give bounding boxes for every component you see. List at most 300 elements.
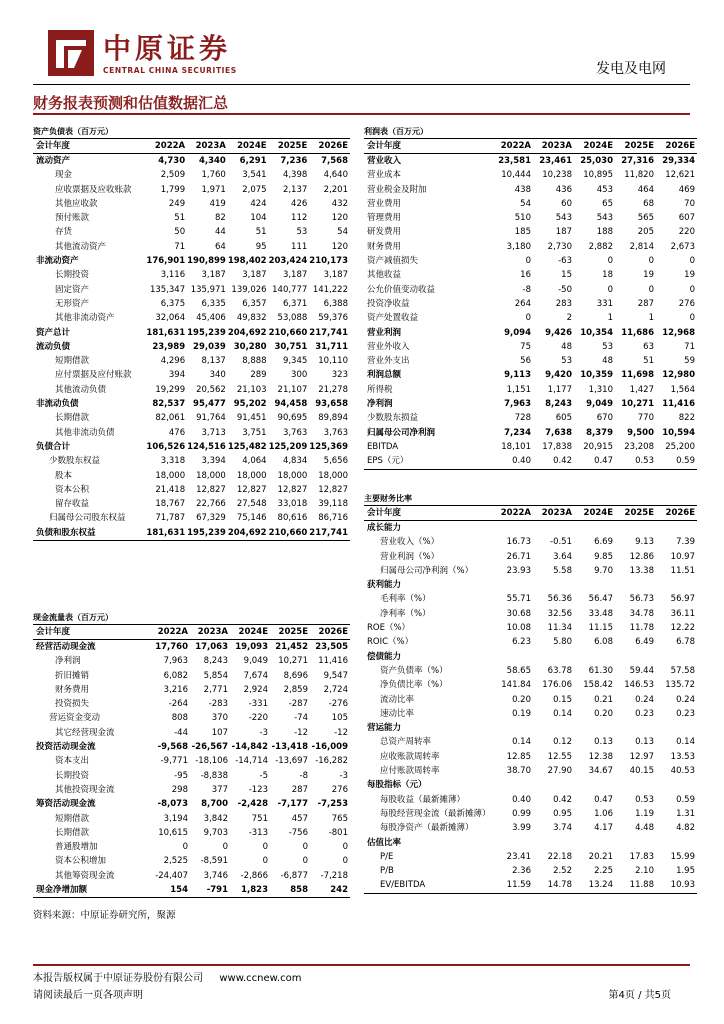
cell-value: -801 xyxy=(328,827,348,838)
cell-value xyxy=(615,650,656,664)
cell-value: 0 xyxy=(648,256,654,267)
cell-value: 12.97 xyxy=(629,751,654,762)
row-label: EBITDA xyxy=(367,441,399,452)
cell-value: 3.64 xyxy=(553,551,572,562)
cell-value: 510 xyxy=(514,213,531,224)
row-label: 负债合计 xyxy=(36,441,71,452)
table-row xyxy=(33,426,350,440)
table-bottom-rule xyxy=(364,893,697,894)
cell-value: 298 xyxy=(171,784,188,795)
cell-value: 3,187 xyxy=(242,270,267,281)
cell-value xyxy=(492,778,533,792)
table-row xyxy=(33,797,350,811)
cell-value: 2,730 xyxy=(547,241,572,252)
row-label: 投资活动现金流 xyxy=(36,742,96,753)
cell-value: 11.51 xyxy=(670,565,695,576)
table-row xyxy=(364,592,697,606)
cell-value: 181,631 xyxy=(146,527,186,538)
cell-value: 2,509 xyxy=(160,170,186,181)
cell-value: 0 xyxy=(689,313,695,324)
cell-value: 1,971 xyxy=(201,184,226,195)
cell-value: 10.93 xyxy=(670,880,695,891)
row-label: 每股净资产（最新摊薄） xyxy=(380,823,474,834)
cell-value: -12 xyxy=(334,727,348,738)
cell-value: 56.47 xyxy=(588,594,613,605)
footer-website-link[interactable]: www.ccnew.com xyxy=(219,973,302,984)
row-label: 其他收益 xyxy=(367,270,402,281)
row-label: 投资净收益 xyxy=(367,298,410,309)
cell-value: -18,106 xyxy=(195,756,228,767)
cell-value: 11,698 xyxy=(621,370,654,381)
cell-value: 107 xyxy=(211,727,228,738)
cell-value: 2,075 xyxy=(242,184,267,195)
cell-value: 18 xyxy=(602,270,613,281)
table-row xyxy=(33,754,350,768)
row-label: 普通股增加 xyxy=(55,842,98,853)
cell-value: 3,116 xyxy=(160,270,186,281)
row-label: 归属母公司净利润 xyxy=(367,427,436,438)
page-number: 第4页 / 共5页 xyxy=(608,990,671,1001)
row-label: 偿债能力 xyxy=(367,651,402,662)
header-divider xyxy=(33,84,690,85)
table-row xyxy=(33,883,350,897)
cell-value: 23,208 xyxy=(624,441,654,452)
table-row xyxy=(364,564,697,578)
column-header-year: 2026E xyxy=(656,506,697,521)
cell-value: 17,838 xyxy=(542,441,572,452)
row-label: 其他投资现金流 xyxy=(55,784,115,795)
table-row xyxy=(33,769,350,783)
cell-value: 3,541 xyxy=(242,170,267,181)
cell-value: 3,187 xyxy=(323,270,348,281)
cell-value: 2,882 xyxy=(588,241,613,252)
cell-value: 2,201 xyxy=(323,184,348,195)
cell-value: 3,194 xyxy=(163,813,188,824)
cell-value: 751 xyxy=(251,813,268,824)
cell-value: 139,026 xyxy=(231,284,267,295)
table-row xyxy=(33,640,350,655)
cell-value: 23,581 xyxy=(498,156,531,166)
table-row xyxy=(33,383,350,397)
table-row xyxy=(364,197,697,211)
cell-value: -313 xyxy=(248,827,268,838)
cell-value: 91,764 xyxy=(196,413,226,424)
cell-value: 770 xyxy=(637,413,654,424)
cell-value: 0.40 xyxy=(512,794,531,805)
table-title: 主要财务比率 xyxy=(364,494,412,503)
table-row xyxy=(364,550,697,564)
cell-value: 95,202 xyxy=(233,399,267,410)
cell-value: 331 xyxy=(596,298,613,309)
table-row xyxy=(364,268,697,282)
cell-value: 56 xyxy=(520,356,531,367)
row-label: 非流动资产 xyxy=(36,256,79,267)
cell-value: 264 xyxy=(514,298,531,309)
cell-value: 10,615 xyxy=(158,827,188,838)
cell-value: -331 xyxy=(248,699,268,710)
cell-value: 18,000 xyxy=(277,470,308,481)
cell-value: 1 xyxy=(607,313,613,324)
table-row xyxy=(33,654,350,668)
cell-value xyxy=(615,521,656,536)
cell-value: 63 xyxy=(643,341,654,352)
cell-value: 3,842 xyxy=(203,813,228,824)
row-label: 应付账款周转率 xyxy=(380,766,440,777)
cell-value: 0.53 xyxy=(635,456,654,467)
cell-value: 283 xyxy=(555,298,572,309)
cell-value: 210,173 xyxy=(309,256,348,267)
row-label: 净负债比率（%） xyxy=(380,680,448,691)
cell-value: 111 xyxy=(291,241,308,252)
cell-value: 20.21 xyxy=(588,851,613,862)
cell-value: 40.15 xyxy=(629,766,654,777)
row-label: 长期借款 xyxy=(55,413,90,424)
table-row xyxy=(33,168,350,182)
cell-value: 64 xyxy=(215,241,226,252)
table-row xyxy=(364,283,697,297)
row-label: 其他筹资现金流 xyxy=(55,870,115,881)
table-row xyxy=(364,354,697,368)
table-row xyxy=(33,183,350,197)
cell-value xyxy=(492,836,533,850)
cell-value: 29,334 xyxy=(662,156,695,166)
cell-value xyxy=(574,650,615,664)
cell-value: 12,827 xyxy=(277,484,308,495)
cell-value: 16.73 xyxy=(506,537,531,548)
column-header-year: 2022A xyxy=(146,139,187,154)
cell-value: 16 xyxy=(520,270,531,281)
table-row xyxy=(33,783,350,797)
cell-value: 11.78 xyxy=(629,623,654,634)
cell-value: 51 xyxy=(174,213,186,224)
cell-value xyxy=(533,721,574,735)
cell-value: 135.72 xyxy=(665,680,695,691)
cell-value: 15.99 xyxy=(670,851,695,862)
cell-value: 0 xyxy=(525,313,531,324)
cell-value: 3,180 xyxy=(506,241,531,252)
data-table xyxy=(33,139,350,540)
cell-value: 135,347 xyxy=(149,284,186,295)
column-header-label: 会计年度 xyxy=(33,625,150,640)
cell-value: 15 xyxy=(561,270,572,281)
cell-value: 3,746 xyxy=(203,870,228,881)
cell-value: -287 xyxy=(288,699,308,710)
cell-value: 60 xyxy=(561,198,572,209)
cell-value: 436 xyxy=(555,184,572,195)
cell-value: 18,000 xyxy=(318,470,348,481)
table-row xyxy=(364,621,697,635)
cell-value xyxy=(656,650,697,664)
cell-value: 71,787 xyxy=(155,513,186,524)
cell-value: -13,418 xyxy=(271,742,308,753)
table-row xyxy=(33,440,350,454)
cell-value xyxy=(574,521,615,536)
cell-value: 8,379 xyxy=(586,427,613,438)
table-row xyxy=(364,297,697,311)
table-row xyxy=(33,240,350,254)
cell-value: 71 xyxy=(684,341,695,352)
cell-value xyxy=(656,578,697,592)
cell-value: 2 xyxy=(566,313,572,324)
cell-value: 5.58 xyxy=(553,565,572,576)
cell-value: 0 xyxy=(342,842,348,853)
cell-value: 10.97 xyxy=(670,551,695,562)
cell-value: -7,177 xyxy=(277,799,308,810)
cell-value: -12 xyxy=(294,727,308,738)
cell-value: 53 xyxy=(561,356,572,367)
cell-value: 3.74 xyxy=(553,823,572,834)
cell-value: 30,280 xyxy=(233,341,267,352)
cell-value: 0 xyxy=(689,284,695,295)
table-row xyxy=(364,864,697,878)
cell-value: 125,369 xyxy=(309,441,348,452)
cell-value: 1,151 xyxy=(506,384,531,395)
column-header-year: 2026E xyxy=(309,139,350,154)
cell-value: 12,827 xyxy=(318,484,348,495)
table-row xyxy=(364,807,697,821)
cell-value: 453 xyxy=(596,184,613,195)
cell-value xyxy=(574,578,615,592)
cell-value: 82 xyxy=(215,213,226,224)
table-row xyxy=(33,740,350,754)
cell-value: 10,271 xyxy=(278,656,308,667)
cell-value: 154 xyxy=(170,885,188,896)
cell-value: 5,656 xyxy=(323,456,348,467)
cell-value: 61.30 xyxy=(588,665,613,676)
cell-value: 4.48 xyxy=(635,823,654,834)
cell-value: -16,009 xyxy=(311,742,348,753)
cell-value: 4.17 xyxy=(594,823,613,834)
table-bottom-rule xyxy=(33,540,350,541)
table-row xyxy=(364,521,697,536)
cell-value: 54 xyxy=(337,227,348,238)
cell-value: 9,420 xyxy=(545,370,572,381)
cell-value: 120 xyxy=(331,241,348,252)
cell-value: 56.36 xyxy=(547,594,572,605)
cell-value: 21,107 xyxy=(277,384,308,395)
cell-value: 49,832 xyxy=(236,313,267,324)
cell-value: 141,222 xyxy=(312,284,348,295)
cell-value: 23,461 xyxy=(539,156,572,166)
cell-value: 2,137 xyxy=(282,184,308,195)
cell-value: 90,695 xyxy=(277,413,308,424)
cell-value: 419 xyxy=(209,198,226,209)
cell-value: 3,751 xyxy=(242,427,267,438)
cell-value xyxy=(533,521,574,536)
cell-value: 203,424 xyxy=(268,256,308,267)
cell-value: 3.99 xyxy=(512,823,531,834)
cell-value: 249 xyxy=(168,198,186,209)
column-header-year: 2022A xyxy=(492,139,533,154)
cell-value: 10,110 xyxy=(318,356,348,367)
cell-value: 14.78 xyxy=(547,880,572,891)
cell-value: 1,177 xyxy=(547,384,572,395)
cell-value: 11.34 xyxy=(547,623,572,634)
cell-value: 19 xyxy=(643,270,654,281)
cell-value: 0 xyxy=(607,284,613,295)
cell-value: 125,482 xyxy=(227,441,267,452)
row-label: 无形资产 xyxy=(55,298,90,309)
row-label: 净利润 xyxy=(55,656,81,667)
cell-value: 125,209 xyxy=(268,441,308,452)
cell-value: 0 xyxy=(607,256,613,267)
cell-value: 2.25 xyxy=(594,866,613,877)
cell-value: 27,548 xyxy=(236,499,267,510)
row-label: 负债和股东权益 xyxy=(36,527,96,538)
cell-value: 0.23 xyxy=(635,708,654,719)
report-header xyxy=(0,0,724,90)
column-header-year: 2026E xyxy=(310,625,350,640)
table-row xyxy=(364,650,697,664)
cell-value: -8,073 xyxy=(157,799,188,810)
row-label: 长期投资 xyxy=(55,770,90,781)
cell-value: 176,901 xyxy=(146,256,186,267)
cell-value: 95,477 xyxy=(193,399,226,410)
cell-value: 39,118 xyxy=(318,499,348,510)
cell-value: 205 xyxy=(637,227,654,238)
cell-value: -14,714 xyxy=(235,756,268,767)
cell-value: 0 xyxy=(302,856,308,867)
cell-value: 89,894 xyxy=(318,413,348,424)
cell-value: 3,394 xyxy=(201,456,226,467)
table-row xyxy=(33,854,350,868)
table-row xyxy=(364,411,697,425)
cell-value: 822 xyxy=(678,413,695,424)
row-label: 其它经营现金流 xyxy=(55,727,115,738)
table-row xyxy=(33,283,350,297)
cell-value xyxy=(492,650,533,664)
cell-value: 140,777 xyxy=(272,284,308,295)
cell-value: 287 xyxy=(291,784,308,795)
cell-value: 543 xyxy=(555,213,572,224)
cell-value: 187 xyxy=(555,227,572,238)
cell-value: 50 xyxy=(174,227,186,238)
cell-value: 10,594 xyxy=(662,427,695,438)
cell-value: -0.51 xyxy=(550,537,572,548)
table-bottom-rule xyxy=(364,469,697,470)
cell-value: -5 xyxy=(259,770,268,781)
footer-divider xyxy=(33,964,690,966)
table-row xyxy=(364,440,697,454)
cell-value: 220 xyxy=(678,227,695,238)
cell-value: 22.18 xyxy=(547,851,572,862)
cell-value xyxy=(615,836,656,850)
cell-value: 12,968 xyxy=(662,327,695,338)
cell-value: 300 xyxy=(291,370,308,381)
cell-value: 25,200 xyxy=(665,441,695,452)
table-row xyxy=(33,826,350,840)
cell-value: 1,427 xyxy=(629,384,654,395)
cell-value: 80,616 xyxy=(277,513,308,524)
cell-value: 0 xyxy=(262,856,268,867)
cell-value: 12,827 xyxy=(236,484,267,495)
row-label: P/E xyxy=(380,851,394,862)
column-header-year: 2022A xyxy=(150,625,190,640)
cell-value: 4,730 xyxy=(158,156,186,166)
cell-value: 1,564 xyxy=(670,384,695,395)
cell-value: -2,866 xyxy=(240,870,268,881)
cell-value: 340 xyxy=(209,370,226,381)
table-header-row xyxy=(33,625,350,640)
cell-value: 2,525 xyxy=(163,856,188,867)
cell-value: 68 xyxy=(643,198,654,209)
cell-value: 8,696 xyxy=(283,670,308,681)
row-label: 速动比率 xyxy=(380,708,415,719)
cell-value: -8 xyxy=(299,770,308,781)
cell-value: 6,357 xyxy=(242,298,267,309)
cell-value: 3,187 xyxy=(282,270,308,281)
row-label: 营业收入 xyxy=(367,156,402,166)
cell-value: 48 xyxy=(561,341,572,352)
cell-value: 32.56 xyxy=(547,608,572,619)
column-header-year: 2025E xyxy=(270,625,310,640)
cell-value: 469 xyxy=(678,184,695,195)
cell-value: 0.23 xyxy=(676,708,695,719)
table-row xyxy=(364,426,697,440)
company-name-en: CENTRAL CHINA SECURITIES xyxy=(103,66,237,75)
cell-value: 59.44 xyxy=(629,665,654,676)
cell-value: 0 xyxy=(689,256,695,267)
cell-value: 11,686 xyxy=(621,327,654,338)
cell-value: 75,146 xyxy=(236,513,267,524)
cell-value: 0.13 xyxy=(594,737,613,748)
financial-ratios-table xyxy=(364,493,697,894)
row-label: ROE（%） xyxy=(367,623,411,634)
cell-value: 190,899 xyxy=(187,256,226,267)
row-label: 财务费用 xyxy=(55,684,90,695)
cell-value xyxy=(533,650,574,664)
table-row xyxy=(364,750,697,764)
row-label: 资产处置收益 xyxy=(367,313,419,324)
cell-value: 29,039 xyxy=(193,341,226,352)
row-label: ROIC（%） xyxy=(367,637,414,648)
cell-value: 210,660 xyxy=(268,327,308,338)
cell-value: 23.41 xyxy=(506,851,531,862)
cell-value: 195,239 xyxy=(187,527,226,538)
cell-value: 27.90 xyxy=(547,766,572,777)
cell-value: 9,049 xyxy=(586,399,613,410)
cell-value: 9.70 xyxy=(594,565,613,576)
cell-value: 4,398 xyxy=(282,170,308,181)
cell-value: 6,375 xyxy=(160,298,186,309)
cell-value: 0.59 xyxy=(676,794,695,805)
table-row xyxy=(33,697,350,711)
cell-value: 8,243 xyxy=(545,399,572,410)
table-row xyxy=(364,254,697,268)
cell-value: 30.68 xyxy=(506,608,531,619)
cell-value: 0.19 xyxy=(512,708,531,719)
cell-value: 9,049 xyxy=(243,656,268,667)
cell-value: 9,113 xyxy=(504,370,531,381)
row-label: 营业费用 xyxy=(367,198,402,209)
cell-value: -264 xyxy=(168,699,188,710)
row-label: 总资产周转率 xyxy=(380,737,432,748)
cell-value: 44 xyxy=(215,227,226,238)
cell-value: 0 xyxy=(302,842,308,853)
cell-value: 8,888 xyxy=(242,356,267,367)
cell-value: 18,101 xyxy=(501,441,531,452)
column-header-year: 2024E xyxy=(230,625,270,640)
table-row xyxy=(33,683,350,697)
cell-value: 1.19 xyxy=(635,808,654,819)
row-label: 其他非流动负债 xyxy=(55,427,115,438)
cell-value: 9,703 xyxy=(203,827,228,838)
column-header-year: 2023A xyxy=(533,139,574,154)
cell-value: 0.14 xyxy=(553,708,572,719)
cell-value: 7,963 xyxy=(504,399,531,410)
table-row xyxy=(33,154,350,169)
cell-value xyxy=(574,721,615,735)
